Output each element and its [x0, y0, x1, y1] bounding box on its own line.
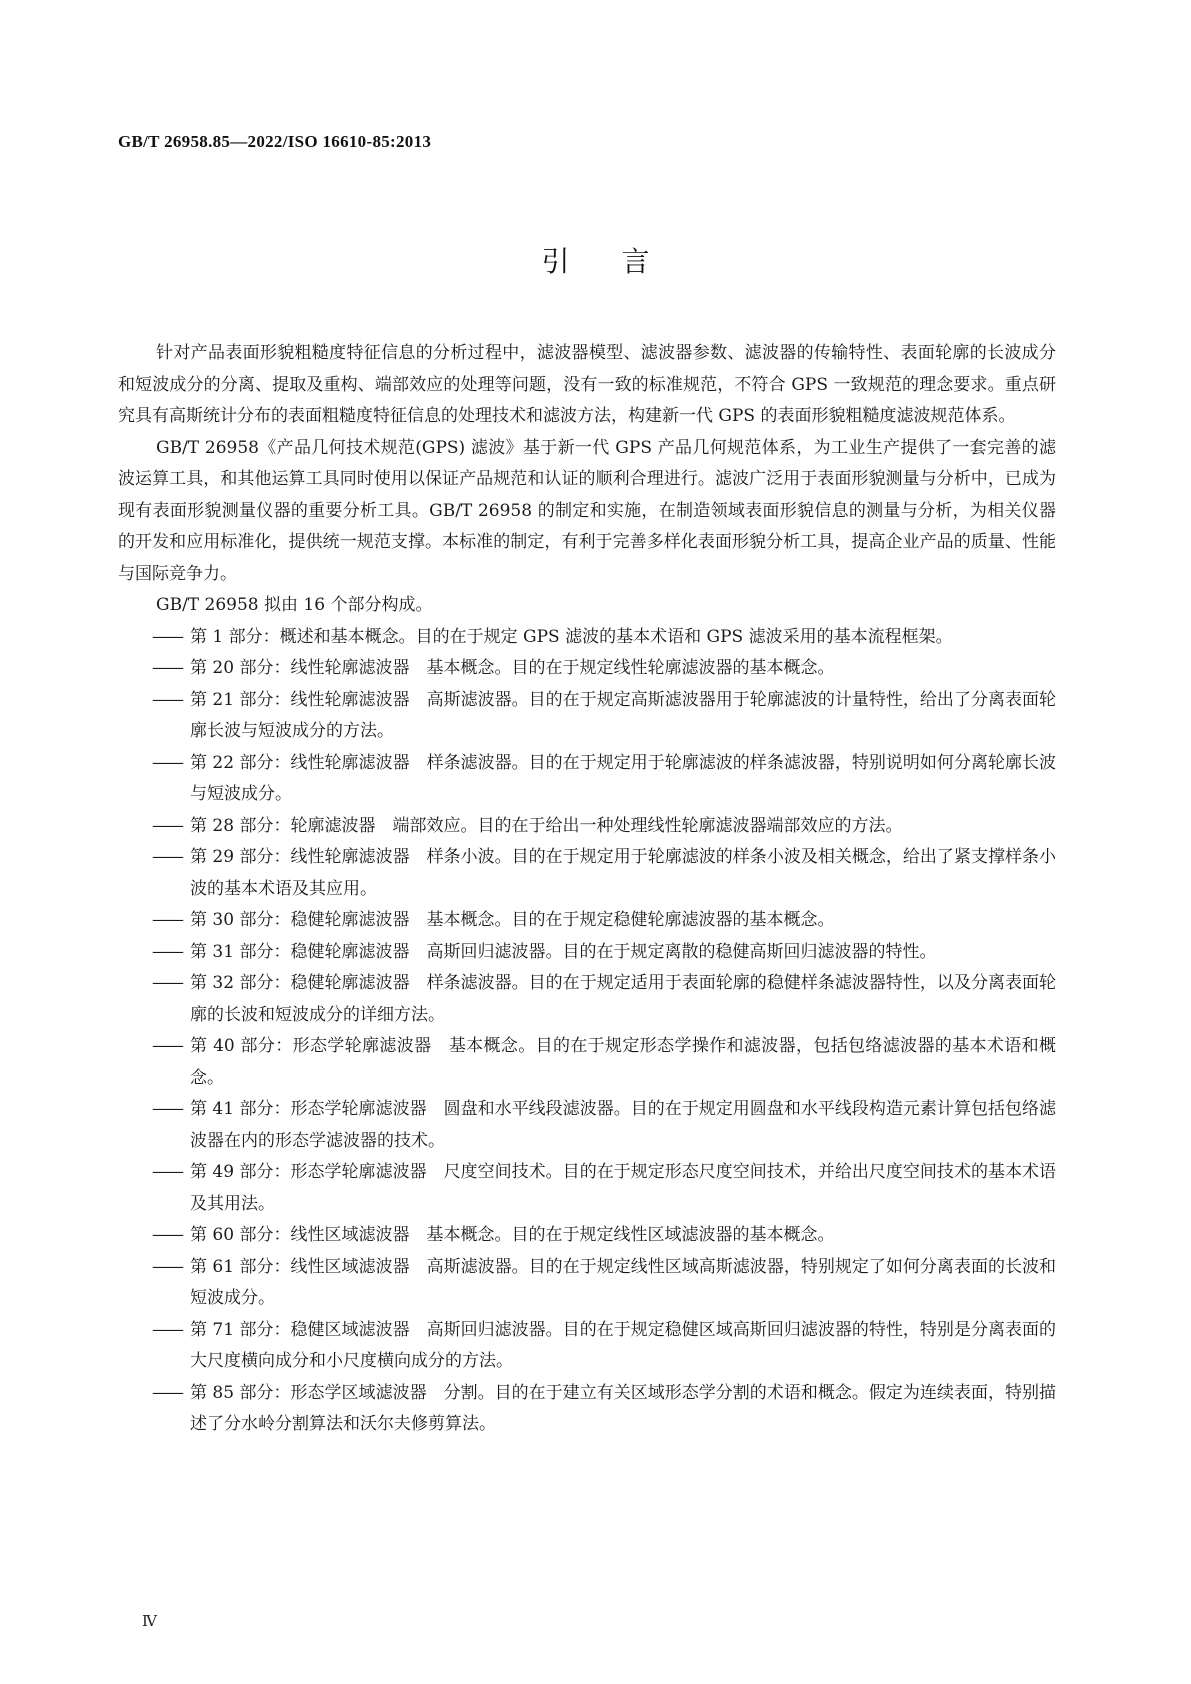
list-dash: —— — [152, 941, 182, 962]
list-item-text: 第 22 部分：线性轮廓滤波器 样条滤波器。目的在于规定用于轮廓滤波的样条滤波器，特别说明如何分离轮廓长波与短波成分。 — [190, 752, 1056, 804]
list-item-text: 第 29 部分：线性轮廓滤波器 样条小波。目的在于规定用于轮廓滤波的样条小波及相关概念，给出了紧支撑样条小波的基本术语及其应用。 — [190, 847, 1056, 899]
list-item — [118, 1094, 1056, 1157]
list-item — [118, 968, 1056, 1031]
list-dash: —— — [152, 1256, 182, 1277]
list-item — [118, 1252, 1056, 1315]
list-dash: —— — [152, 658, 182, 678]
list-dash: —— — [152, 752, 182, 773]
page-number: Ⅳ — [142, 1614, 157, 1630]
paragraph: GB/T 26958 拟由 16 个部分构成。 — [156, 595, 433, 615]
list-dash: —— — [152, 1036, 182, 1056]
list-item — [118, 622, 1056, 654]
list-item-text: 第 31 部分：稳健轮廓滤波器 高斯回归滤波器。目的在于规定离散的稳健高斯回归滤波器的特性。 — [190, 941, 937, 962]
list-dash: —— — [152, 1382, 182, 1403]
list-item-text: 第 40 部分：形态学轮廓滤波器 基本概念。目的在于规定形态学操作和滤波器，包括包络滤波器的基本术语和概念。 — [190, 1036, 1056, 1088]
paragraph: 针对产品表面形貌粗糙度特征信息的分析过程中，滤波器模型、滤波器参数、滤波器的传输特性、表面轮廓的长波成分和短波成分的分离、提取及重构、端部效应的处理等问题，没有一致的标准规范，不符合 GPS 一致规范的理念要求。重点研究具有高斯统计分布的表面粗糙度特征信息的处理技术和滤波方法，构建新一代 GPS 的表面形貌粗糙度滤波规范体系。 — [118, 343, 1056, 426]
list-item-text: 第 85 部分：形态学区域滤波器 分割。目的在于建立有关区域形态学分割的术语和概念。假定为连续表面，特别描述了分水岭分割算法和沃尔夫修剪算法。 — [190, 1382, 1056, 1434]
list-item — [118, 1031, 1056, 1094]
list-dash: —— — [152, 973, 182, 993]
list-dash: —— — [152, 1099, 182, 1119]
parts-list — [118, 622, 1056, 1441]
list-item-text: 第 71 部分：稳健区域滤波器 高斯回归滤波器。目的在于规定稳健区域高斯回归滤波器的特性，特别是分离表面的大尺度横向成分和小尺度横向成分的方法。 — [190, 1319, 1056, 1371]
document-body — [118, 338, 1056, 1441]
section-title: 引言 — [541, 245, 702, 278]
list-item — [118, 1315, 1056, 1378]
list-item — [118, 1220, 1056, 1252]
list-item-text: 第 20 部分：线性轮廓滤波器 基本概念。目的在于规定线性轮廓滤波器的基本概念。 — [190, 658, 835, 678]
list-item-text: 第 32 部分：稳健轮廓滤波器 样条滤波器。目的在于规定适用于表面轮廓的稳健样条滤波器特性，以及分离表面轮廓的长波和短波成分的详细方法。 — [190, 973, 1056, 1025]
list-item-text: 第 21 部分：线性轮廓滤波器 高斯滤波器。目的在于规定高斯滤波器用于轮廓滤波的计量特性，给出了分离表面轮廓长波与短波成分的方法。 — [190, 689, 1056, 741]
list-item-text: 第 28 部分：轮廓滤波器 端部效应。目的在于给出一种处理线性轮廓滤波器端部效应的方法。 — [190, 815, 903, 836]
list-item — [118, 937, 1056, 969]
list-item-text: 第 30 部分：稳健轮廓滤波器 基本概念。目的在于规定稳健轮廓滤波器的基本概念。 — [190, 910, 835, 930]
list-item-text: 第 1 部分：概述和基本概念。目的在于规定 GPS 滤波的基本术语和 GPS 滤波采用的基本流程框架。 — [190, 626, 953, 647]
standard-code: GB/T 26958.85—2022/ISO 16610-85:2013 — [118, 132, 432, 151]
list-item — [118, 905, 1056, 937]
list-item-text: 第 41 部分：形态学轮廓滤波器 圆盘和水平线段滤波器。目的在于规定用圆盘和水平线段构造元素计算包括包络滤波器在内的形态学滤波器的技术。 — [190, 1099, 1056, 1151]
paragraph: GB/T 26958《产品几何技术规范(GPS) 滤波》基于新一代 GPS 产品几何规范体系，为工业生产提供了一套完善的滤波运算工具，和其他运算工具同时使用以保证产品规范和认证的顺利合理进行。滤波广泛用于表面形貌测量与分析中，已成为现有表面形貌测量仪器的重要分析工具。GB/T 26958 的制定和实施，在制造领域表面形貌信息的测量与分析，为相关仪器的开发和应用标准化，提供统一规范支撑。本标准的制定，有利于完善多样化表面形貌分析工具，提高企业产品的质量、性能与国际竞争力。 — [118, 437, 1056, 584]
list-dash: —— — [152, 689, 182, 710]
list-item — [118, 685, 1056, 748]
list-dash: —— — [152, 910, 182, 930]
list-item — [118, 1378, 1056, 1441]
list-item — [118, 842, 1056, 905]
list-item — [118, 748, 1056, 811]
list-dash: —— — [152, 1162, 182, 1182]
list-item — [118, 811, 1056, 843]
list-item — [118, 653, 1056, 685]
list-dash: —— — [152, 1225, 182, 1245]
list-item-text: 第 49 部分：形态学轮廓滤波器 尺度空间技术。目的在于规定形态尺度空间技术，并给出尺度空间技术的基本术语及其用法。 — [190, 1162, 1056, 1214]
list-dash: —— — [152, 815, 182, 836]
list-dash: —— — [152, 626, 182, 647]
list-dash: —— — [152, 847, 182, 867]
list-item-text: 第 61 部分：线性区域滤波器 高斯滤波器。目的在于规定线性区域高斯滤波器，特别规定了如何分离表面的长波和短波成分。 — [190, 1256, 1056, 1308]
page-header — [118, 132, 431, 152]
list-item — [118, 1157, 1056, 1220]
list-dash: —— — [152, 1319, 182, 1340]
list-item-text: 第 60 部分：线性区域滤波器 基本概念。目的在于规定线性区域滤波器的基本概念。 — [190, 1225, 835, 1245]
